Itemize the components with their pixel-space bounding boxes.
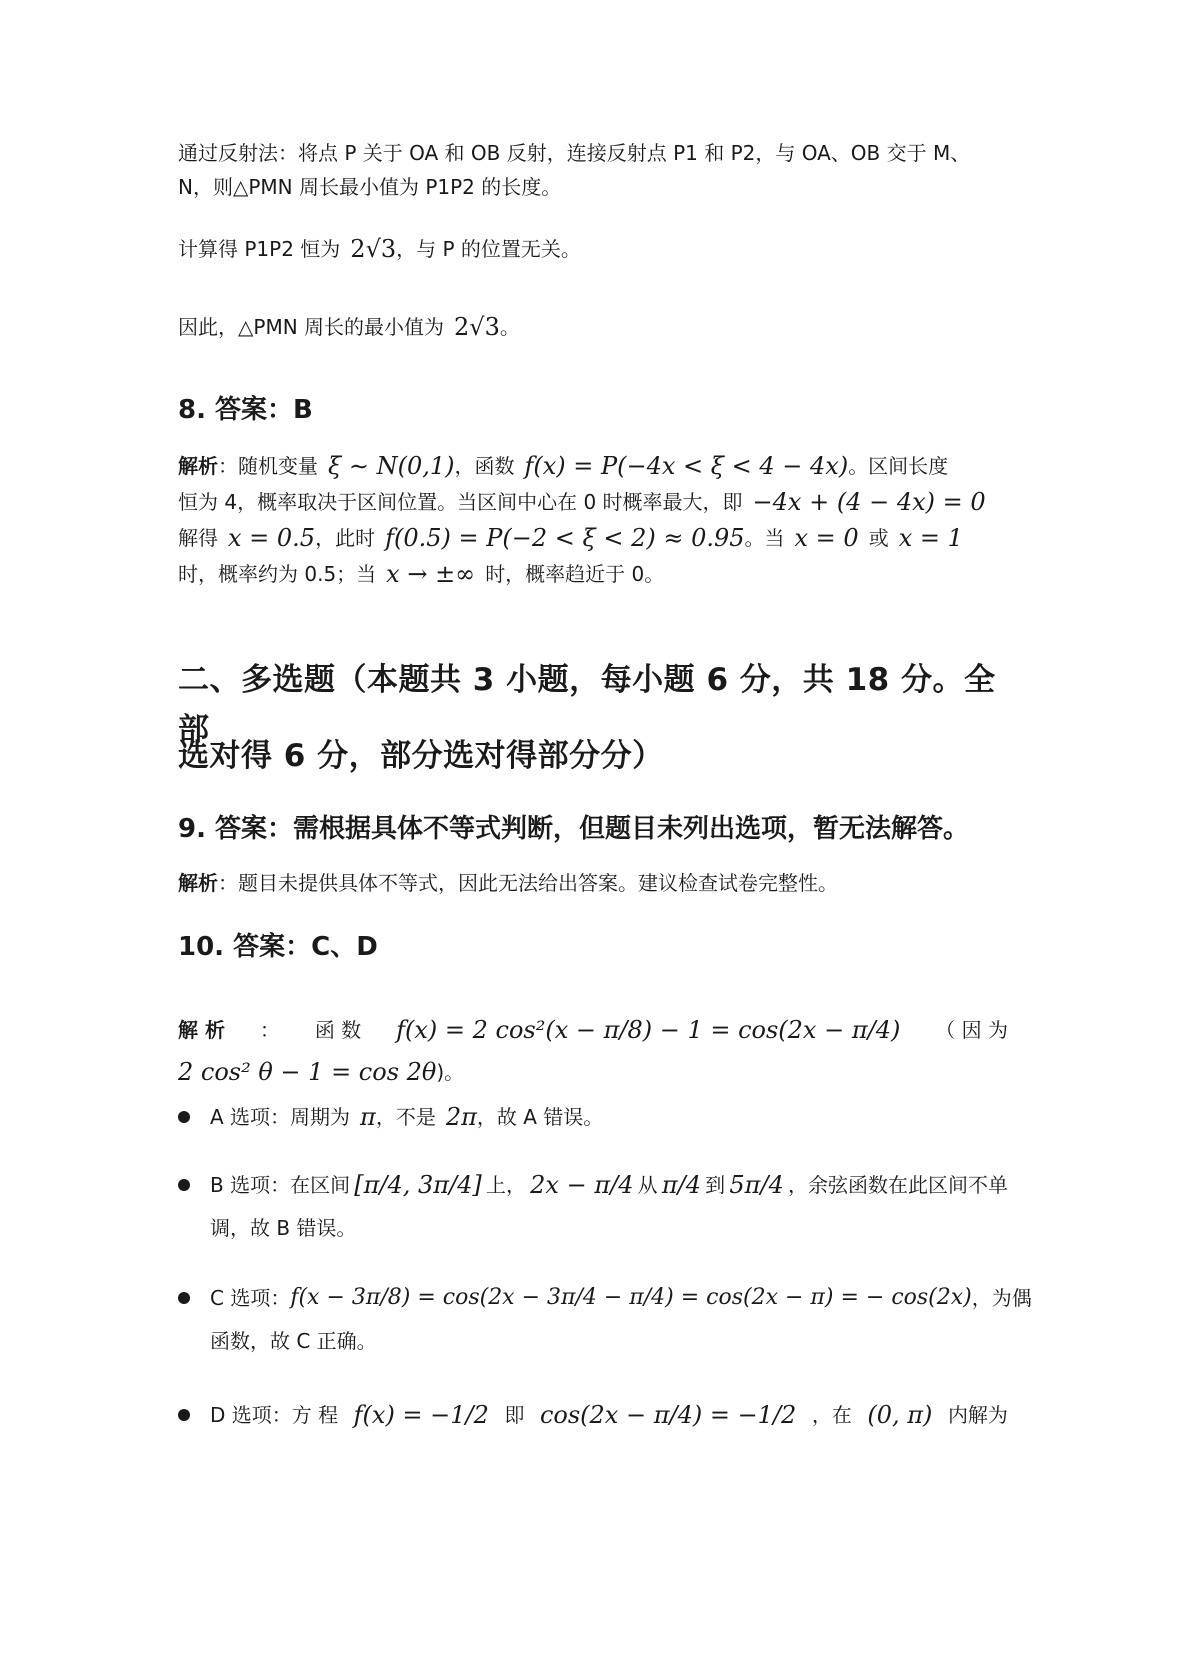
option-a-text <box>210 1099 1008 1135</box>
explanation-text: 函 数 <box>314 1018 362 1042</box>
explanation-text: 时，概率约为 0.5；当 <box>178 562 377 586</box>
math-expression: 2 cos² θ − 1 = cos 2θ <box>178 1058 437 1086</box>
explanation-line <box>178 520 1008 556</box>
explanation-text: 恒为 4，概率取决于区间位置。当区间中心在 0 时概率最大，即 <box>178 490 743 514</box>
bullet-icon <box>178 1111 190 1123</box>
explanation-text: 解得 <box>178 526 218 550</box>
explanation-text: 时，概率趋近于 0。 <box>485 562 665 586</box>
option-text: ，不是 <box>375 1105 436 1129</box>
q9-explanation <box>178 866 1008 900</box>
explanation-text: 。当 <box>744 526 785 550</box>
option-text: 从 <box>637 1173 658 1197</box>
math-expression: [π/4, 3π/4] <box>354 1171 482 1199</box>
bullet-icon <box>178 1292 190 1304</box>
option-text: D 选项：方 程 <box>210 1403 339 1427</box>
option-c-item <box>178 1278 1032 1362</box>
explanation-line <box>178 556 1008 592</box>
math-expression: cos(2x − π/4) = −1/2 <box>539 1401 797 1429</box>
section-heading-multiple-choice <box>178 655 1008 781</box>
math-expression: 2x − π/4 <box>530 1171 634 1199</box>
min-perimeter-paragraph <box>178 310 1008 344</box>
q10-explanation-intro-line2 <box>178 1055 1008 1089</box>
math-expression: f(x) = P(−4x < ξ < 4 − 4x) <box>524 452 849 480</box>
math-expression: ξ ∼ N(0,1) <box>328 452 455 480</box>
math-expression: π <box>360 1103 376 1131</box>
math-expression: 2π <box>445 1103 477 1131</box>
option-b-item <box>178 1165 1008 1249</box>
option-c-line2: 函数，故 C 正确。 <box>210 1329 377 1353</box>
math-expression: 2√3 <box>350 235 397 263</box>
math-expression: x = 0.5 <box>228 524 316 552</box>
explanation-label: 解 析 <box>178 1018 225 1042</box>
option-text: 即 <box>504 1403 525 1427</box>
math-expression: π/4 <box>661 1171 701 1199</box>
math-expression: 2√3 <box>454 313 500 341</box>
reflection-method-paragraph <box>178 136 1008 204</box>
option-text: ，为偶 <box>971 1286 1032 1310</box>
section-heading-line: 二、多选题（本题共 3 小题，每小题 6 分，共 18 分。全部 <box>178 662 996 748</box>
math-expression: 5π/4 <box>729 1171 784 1199</box>
q8-answer-heading: 8. 答案：B <box>178 395 313 425</box>
option-a-item <box>178 1099 1008 1135</box>
explanation-text: ：题目未提供具体不等式，因此无法给出答案。建议检查试卷完整性。 <box>218 871 838 895</box>
p1p2-length-paragraph <box>178 232 1008 266</box>
paragraph-line: N，则△PMN 周长最小值为 P1P2 的长度。 <box>178 175 562 199</box>
paragraph-text: 因此，△PMN 周长的最小值为 <box>178 315 445 339</box>
paragraph-line: 通过反射法：将点 P 关于 OA 和 OB 反射，连接反射点 P1 和 P2，与 OA、OB 交于 M、 <box>178 141 971 165</box>
bullet-icon <box>178 1179 190 1191</box>
paragraph-text: ，与 P 的位置无关。 <box>396 237 581 261</box>
bullet-icon <box>178 1409 190 1421</box>
q8-explanation <box>178 448 1008 592</box>
explanation-label: 解析 <box>178 454 218 478</box>
option-d-item <box>178 1393 1008 1437</box>
option-c-text <box>210 1278 1032 1318</box>
option-text: ，在 <box>811 1403 852 1427</box>
option-b-line2: 调，故 B 错误。 <box>210 1216 357 1240</box>
option-d-text <box>210 1393 1008 1437</box>
section-heading-line: 选对得 6 分，部分选对得部分分） <box>178 738 664 774</box>
math-expression: x = 1 <box>898 524 963 552</box>
explanation-text: ：随机变量 <box>218 454 318 478</box>
q9-answer-heading: 9. 答案：需根据具体不等式判断，但题目未列出选项，暂无法解答。 <box>178 814 970 844</box>
explanation-line <box>178 484 1008 520</box>
option-text: ，余弦函数在此区间不单 <box>787 1173 1008 1197</box>
explanation-label: 解析 <box>178 871 218 895</box>
option-b-text <box>210 1165 1008 1205</box>
explanation-text: )。 <box>436 1060 465 1084</box>
explanation-line <box>178 448 1008 484</box>
math-expression: f(x) = 2 cos²(x − π/8) − 1 = cos(2x − π/4) <box>396 1016 901 1044</box>
math-expression: −4x + (4 − 4x) = 0 <box>752 488 986 516</box>
explanation-text: ，函数 <box>454 454 515 478</box>
option-text: 到 <box>705 1173 726 1197</box>
q10-answer-heading: 10. 答案：C、D <box>178 932 378 962</box>
option-text: C 选项： <box>210 1286 291 1310</box>
explanation-text: 。区间长度 <box>848 454 949 478</box>
explanation-text: ： <box>259 1018 280 1042</box>
option-text: 内解为 <box>947 1403 1008 1427</box>
math-expression: f(x) = −1/2 <box>353 1401 489 1429</box>
explanation-text: 或 <box>868 526 889 550</box>
math-expression: (0, π) <box>867 1401 933 1429</box>
paragraph-text: 。 <box>499 315 520 339</box>
math-expression: x → ±∞ <box>386 560 476 588</box>
math-expression: x = 0 <box>794 524 859 552</box>
explanation-text: ，此时 <box>315 526 376 550</box>
paragraph-text: 计算得 P1P2 恒为 <box>178 237 341 261</box>
math-expression: f(x − 3π/8) = cos(2x − 3π/4 − π/4) = cos(2x − π) = − cos(2x) <box>290 1285 972 1310</box>
option-text: B 选项：在区间 <box>210 1173 351 1197</box>
option-text: ，故 A 错误。 <box>476 1105 604 1129</box>
option-text: A 选项：周期为 <box>210 1105 351 1129</box>
option-text: 上， <box>485 1173 526 1197</box>
explanation-text: （ 因 为 <box>935 1018 1008 1042</box>
math-expression: f(0.5) = P(−2 < ξ < 2) ≈ 0.95 <box>385 524 745 552</box>
q10-explanation-intro <box>178 1008 1008 1052</box>
